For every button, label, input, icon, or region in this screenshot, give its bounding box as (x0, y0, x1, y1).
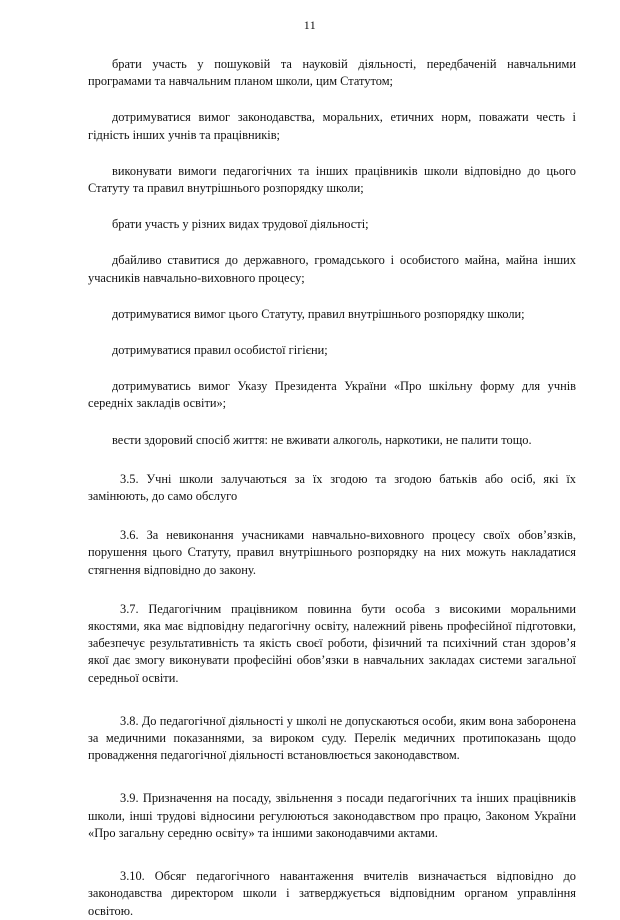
section-3-6: 3.6. За невиконання учасниками навчально-виховного процесу своїх обов’язків, порушення цього Статуту, правил внутрішнього розпорядку на них можуть накладатися стягнення відповідно до закону. (88, 528, 576, 577)
section-3-8: 3.8. До педагогічної діяльності у школі не допускаються особи, яким вона заборонена за медичними показаннями, за вироком суду. Перелік медичних протипоказань щодо провадження педагогічної діяльності встановлюється законодавством. (88, 713, 576, 763)
student-duty-item: дотримуватись вимог Указу Президента України «Про шкільну форму для учнів середніх закладів освіти»; (88, 379, 576, 411)
section-3-7: 3.7. Педагогічним працівником повинна бути особа з високими моральними якостями, яка має відповідну педагогічну освіту, належний рівень професійної підготовки, забезпечує результативність та якість своєї роботи, фізичний та психічний стан здоров’я якої дає змогу виконувати професійні обов’язки в навчальних закладах системи загальної середньої освіти. (88, 601, 576, 685)
student-duty-item: брати участь у різних видах трудової діяльності; (112, 217, 369, 232)
section-3-5: 3.5. Учні школи залучаються за їх згодою та згодою батьків або осіб, які їх замінюють, до само обслуго (88, 471, 576, 504)
student-duty-item: дотримуватися вимог законодавства, моральних, етичних норм, поважати честь і гідність інших учнів та працівників; (88, 110, 576, 142)
section-3-9: 3.9. Призначення на посаду, звільнення з посади педагогічних та інших працівників школи, інші трудові відносини регулюються законодавством про працю, Законом України «Про загальну середню освіту» та іншими законодавчими актами. (88, 791, 576, 840)
student-duty-item: дотримуватися вимог цього Статуту, правил внутрішнього розпорядку школи; (112, 306, 525, 321)
student-duty-item: дотримуватися правил особистої гігієни; (112, 343, 328, 358)
student-duty-item: вести здоровий спосіб життя: не вживати алкоголь, наркотики, не палити тощо. (112, 432, 532, 447)
student-duty-item: виконувати вимоги педагогічних та інших працівників школи відповідно до цього Статуту та правил внутрішнього розпорядку школи; (88, 163, 576, 196)
page-number: 11 (303, 18, 317, 32)
section-3-10: 3.10. Обсяг педагогічного навантаження вчителів визначається відповідно до законодавства директором школи і затверджується відповідним органом управління освітою. (88, 869, 576, 918)
page-content (88, 56, 576, 920)
student-duty-item: дбайливо ставитися до державного, громадського і особистого майна, майна інших учасників навчально-виховного процесу; (88, 253, 576, 285)
student-duty-item: брати участь у пошуковій та науковій діяльності, передбаченій навчальними програмами та навчальним планом школи, цим Статутом; (88, 57, 576, 89)
